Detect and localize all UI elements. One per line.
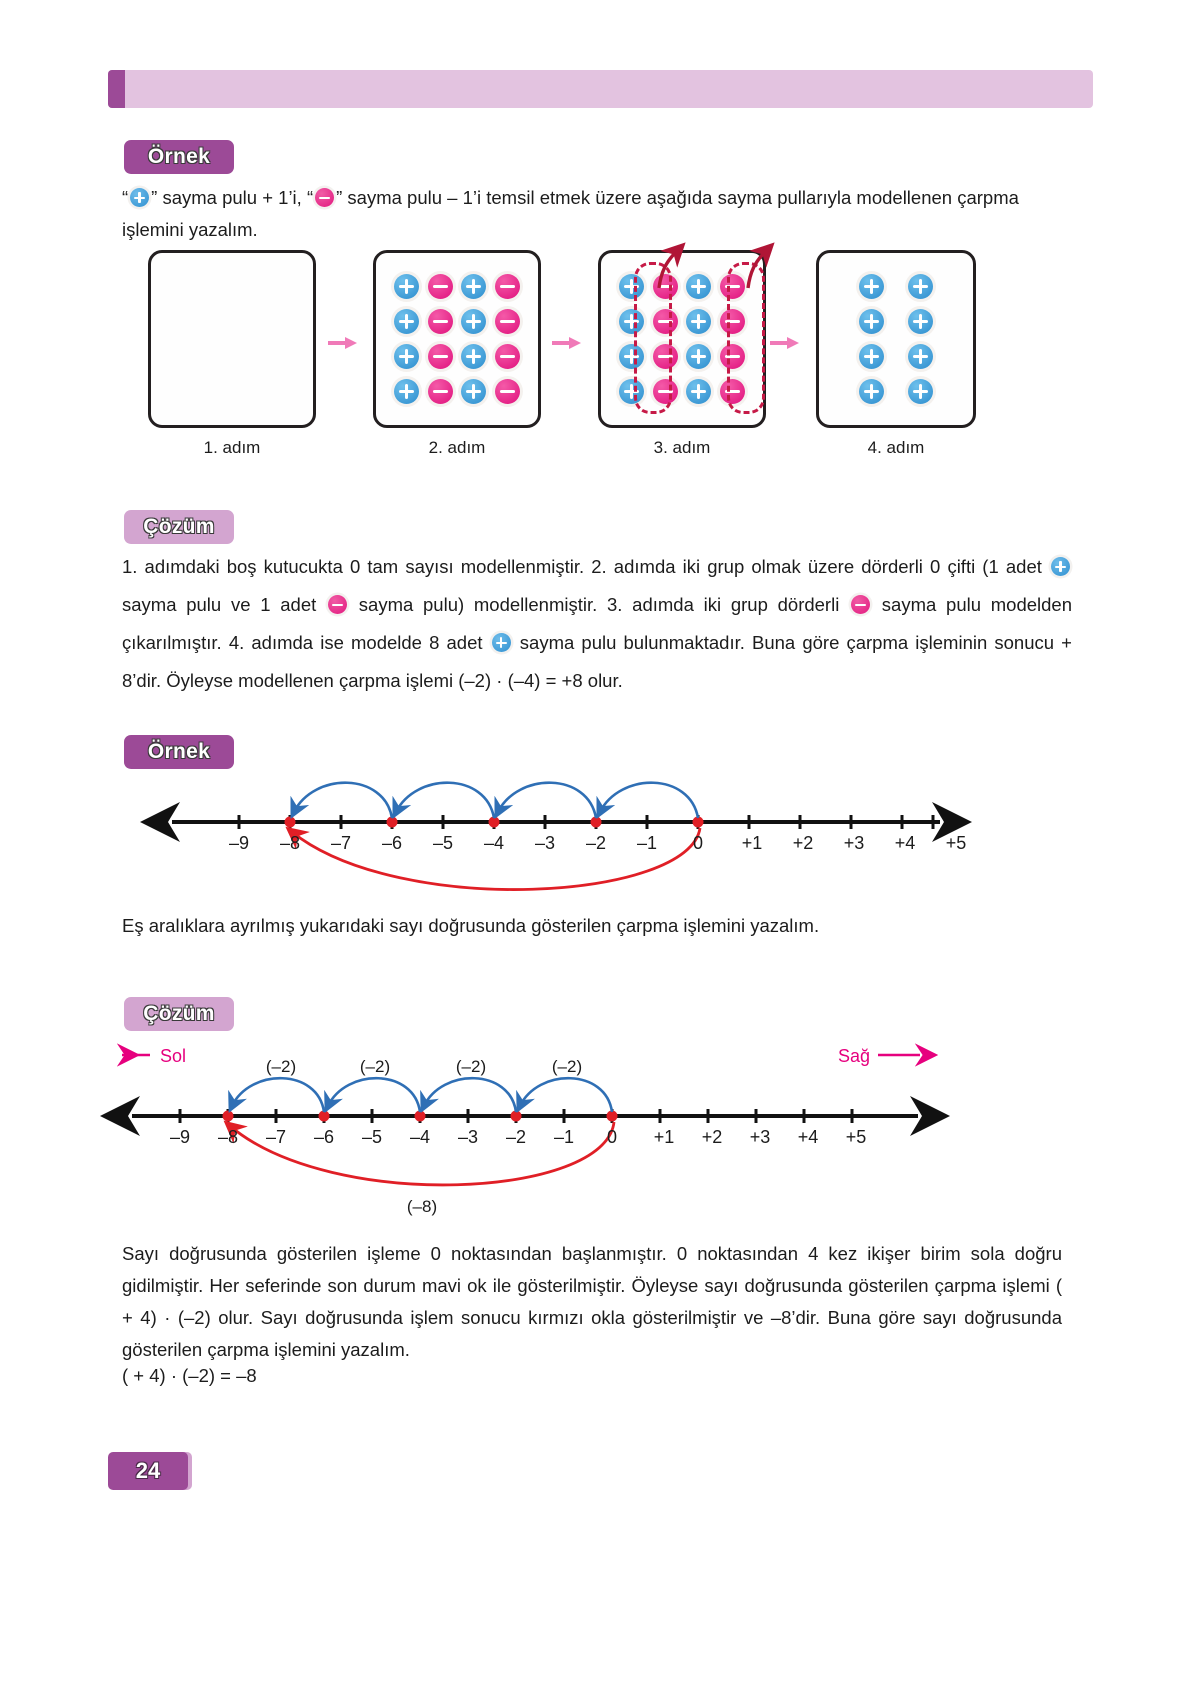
tick-label: +4: [797, 1127, 819, 1147]
plus-chip-icon: [1051, 557, 1070, 576]
plus-chip-icon: [461, 379, 486, 404]
result-label: (–8): [406, 1197, 438, 1216]
tick-label: –9: [228, 833, 250, 853]
minus-chip-icon: [851, 595, 870, 614]
step-box-4: [816, 250, 976, 428]
hop-arc-3: [396, 783, 494, 818]
step-2-chip-grid: [376, 253, 538, 425]
hop-arc-1: [600, 783, 698, 818]
tick-label: –2: [505, 1127, 527, 1147]
minus-chip-icon: [495, 344, 520, 369]
hop-label: (–2): [551, 1057, 583, 1076]
solution-1-text: [122, 548, 1072, 700]
plus-chip-icon: [908, 344, 933, 369]
tick-label: –6: [313, 1127, 335, 1147]
tick-label: –4: [483, 833, 505, 853]
minus-chip-icon: [495, 379, 520, 404]
tick-label: –3: [457, 1127, 479, 1147]
plus-chip-icon: [908, 379, 933, 404]
intro-quote-open: “: [122, 187, 129, 208]
minus-chip-icon: [428, 379, 453, 404]
hop-label: (–2): [359, 1057, 391, 1076]
selection-outline-column-4: [727, 262, 765, 414]
plus-chip-icon: [130, 188, 149, 207]
transition-arrow-icon: [328, 336, 358, 350]
tick-label: +5: [845, 1127, 867, 1147]
tick-label: –5: [361, 1127, 383, 1147]
tick-label: +3: [843, 833, 865, 853]
badge-cozum-2: Çözüm: [124, 997, 234, 1031]
tick-label: +2: [701, 1127, 723, 1147]
plus-chip-icon: [859, 274, 884, 299]
tick-label: –7: [265, 1127, 287, 1147]
plus-chip-icon: [686, 309, 711, 334]
transition-arrow-icon: [770, 336, 800, 350]
hop-arc-2: [498, 783, 596, 818]
step-label-2: 2. adım: [428, 438, 486, 457]
plus-chip-icon: [461, 274, 486, 299]
minus-chip-icon: [428, 344, 453, 369]
plus-chip-icon: [492, 633, 511, 652]
solution-1-seg-3: sayma pulu) modellenmiştir. 3. adımda iki grup dörderli: [349, 594, 850, 615]
tick-label: –2: [585, 833, 607, 853]
tick-label: +4: [894, 833, 916, 853]
direction-label-left: Sol: [160, 1046, 187, 1066]
hop-label: (–2): [455, 1057, 487, 1076]
solution-2-text: Sayı doğrusunda gösterilen işleme 0 noktasından başlanmıştır. 0 noktasından 4 kez ikişer birim sola doğru gidilmiştir. Her seferinde son durum mavi ok ile gösterilmiştir. Öyleyse sayı doğrusunda gösterilen çarpma işlemi ( + 4) · (–2) olur. Sayı doğrusunda işlem sonucu kırmızı okla gösterilmiştir ve –8’dir. Buna göre sayı doğrusunda gösterilen çarpma işlemini yazalım.: [122, 1243, 1062, 1360]
hop-arc-4: [232, 1078, 324, 1112]
solution-2-equation: ( + 4) · (–2) = –8: [122, 1365, 257, 1386]
tick-label: –7: [330, 833, 352, 853]
minus-chip-icon: [495, 309, 520, 334]
hop-arc-2: [424, 1078, 516, 1112]
plus-chip-icon: [859, 309, 884, 334]
minus-chip-icon: [315, 188, 334, 207]
plus-chip-icon: [908, 274, 933, 299]
hop-arc-3: [328, 1078, 420, 1112]
plus-chip-icon: [686, 379, 711, 404]
plus-chip-icon: [394, 309, 419, 334]
plus-chip-icon: [686, 344, 711, 369]
tick-label: –1: [553, 1127, 575, 1147]
minus-chip-icon: [328, 595, 347, 614]
badge-ornek-1: Örnek: [124, 140, 234, 174]
plus-chip-icon: [686, 274, 711, 299]
step-4-chip-grid: [819, 253, 973, 425]
step-label-4: 4. adım: [867, 438, 925, 457]
selection-outline-column-2: [634, 262, 672, 414]
minus-chip-icon: [495, 274, 520, 299]
step-label-3: 3. adım: [653, 438, 711, 457]
header-decor-bar: [108, 70, 1093, 108]
hop-label: (–2): [265, 1057, 297, 1076]
solution-1-seg-4: sayma pulu modelden çıkarılmıştır. 4. adımda ise modelde 8 adet: [122, 594, 1073, 653]
transition-arrow-icon: [552, 336, 582, 350]
solution-1-seg-1: 1. adımdaki boş kutucukta 0 tam sayısı modellenmiştir. 2. adımda iki grup olmak üzere dörderli 0 çifti (1 adet: [122, 556, 1049, 577]
plus-chip-icon: [394, 379, 419, 404]
tick-label: –6: [381, 833, 403, 853]
plus-chip-icon: [394, 274, 419, 299]
hop-arc-4: [294, 783, 392, 818]
plus-chip-icon: [859, 379, 884, 404]
intro-middle: ” sayma pulu + 1’i, “: [151, 187, 314, 208]
tick-label: +2: [792, 833, 814, 853]
tick-label: –8: [217, 1127, 239, 1147]
step-boxes-row: [140, 250, 1040, 490]
solution-1-seg-5: sayma pulu bulunmaktadır. Buna göre çarpma işleminin sonucu + 8’dir. Öyleyse modellenen çarpma işlemi (–2) · (–4) = +8 olur.: [122, 632, 1072, 691]
step-box-1: [148, 250, 316, 428]
tick-label: +1: [741, 833, 763, 853]
page-number: 24: [135, 1458, 161, 1483]
plus-chip-icon: [394, 344, 419, 369]
tick-label: –5: [432, 833, 454, 853]
tick-label: 0: [606, 1127, 617, 1147]
badge-cozum-1: Çözüm: [124, 510, 234, 544]
tick-label: –8: [279, 833, 301, 853]
example-2-question-text: Eş aralıklara ayrılmış yukarıdaki sayı doğrusunda gösterilen çarpma işlemini yazalım.: [122, 915, 820, 936]
step-box-2: [373, 250, 541, 428]
example-1-intro-text: [122, 182, 1072, 246]
tick-label: –1: [636, 833, 658, 853]
tick-label: –9: [169, 1127, 191, 1147]
minus-chip-icon: [428, 274, 453, 299]
tick-label: +5: [945, 833, 967, 853]
plus-chip-icon: [908, 309, 933, 334]
plus-chip-icon: [461, 309, 486, 334]
hop-arc-1: [520, 1078, 612, 1112]
plus-chip-icon: [859, 344, 884, 369]
tick-label: –4: [409, 1127, 431, 1147]
tick-label: +1: [653, 1127, 675, 1147]
badge-ornek-2: Örnek: [124, 735, 234, 769]
tick-label: 0: [692, 833, 703, 853]
tick-label: +3: [749, 1127, 771, 1147]
intro-rest: ” sayma pulu – 1’i temsil etmek üzere aşağıda sayma pullarıyla modellenen çarpma işlemini yazalım.: [122, 187, 1019, 240]
minus-chip-icon: [428, 309, 453, 334]
direction-label-right: Sağ: [838, 1046, 871, 1066]
header-decor-tab: [108, 70, 125, 108]
tick-label: –3: [534, 833, 556, 853]
step-label-1: 1. adım: [203, 438, 261, 457]
plus-chip-icon: [461, 344, 486, 369]
solution-1-seg-2: sayma pulu ve 1 adet: [122, 594, 327, 615]
